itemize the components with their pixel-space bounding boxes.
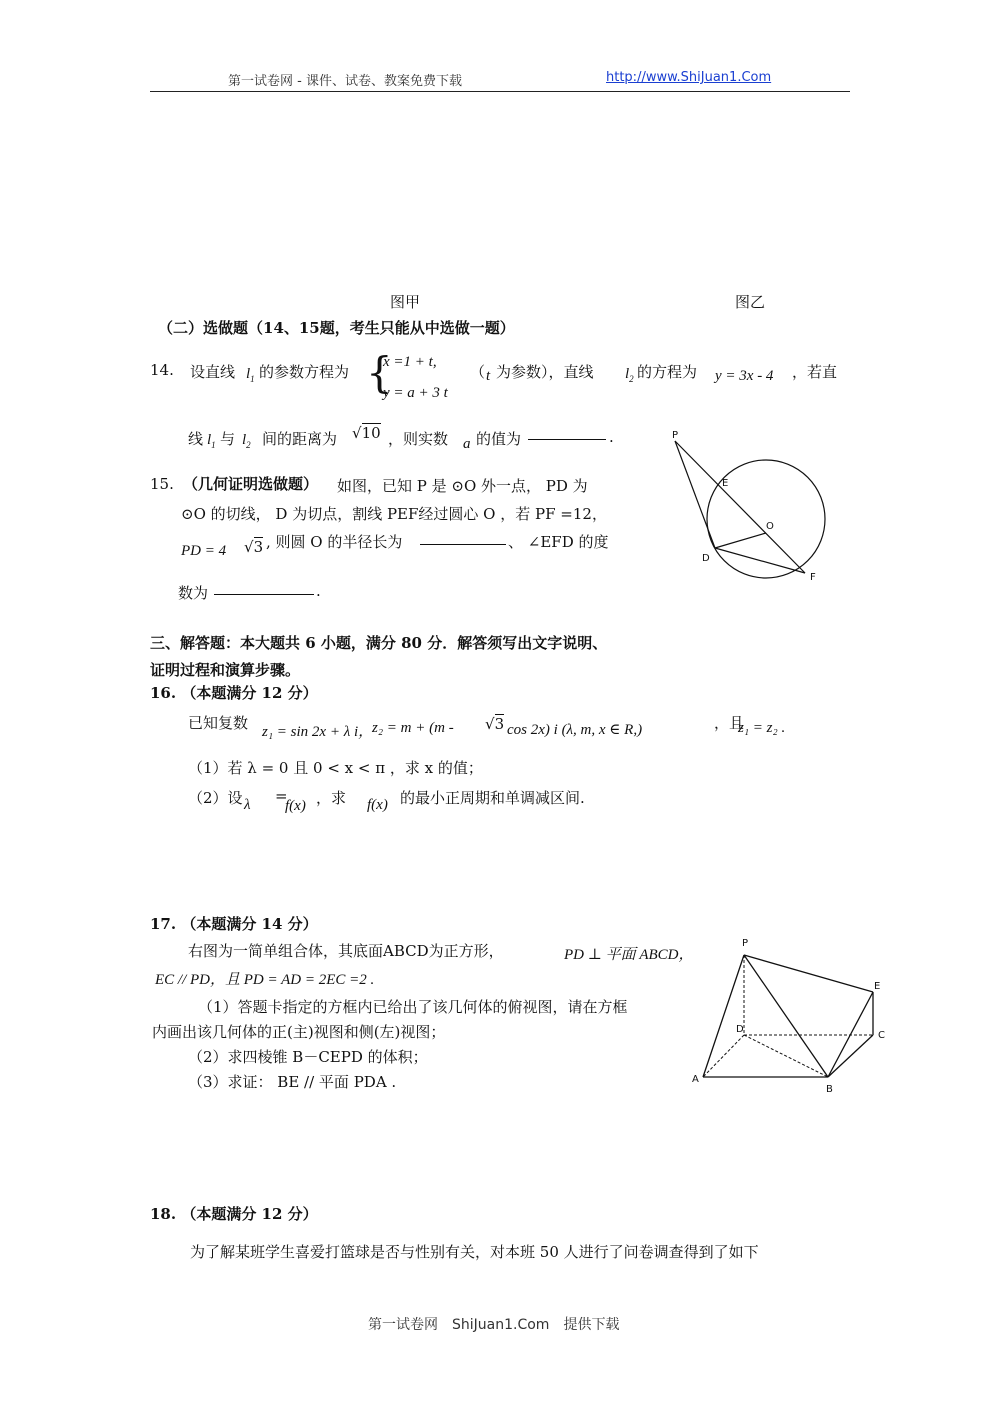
q17-line-1-a: 右图为一简单组合体，其底面ABCD为正方形， xyxy=(188,942,504,960)
q15-angle-blank[interactable] xyxy=(214,580,314,595)
q15-line-3-c: , 则圆 O 的半径长为 xyxy=(266,533,403,551)
edge-pe xyxy=(744,955,873,992)
q14-text-8: 与 xyxy=(220,430,236,448)
q14-text-3: （ xyxy=(470,363,486,381)
secant-pef xyxy=(675,441,805,573)
figure-a-caption: 图甲 xyxy=(390,293,421,311)
q15-title: （几何证明选做题） xyxy=(183,475,319,493)
q16-title: 16. （本题满分 12 分） xyxy=(150,684,318,702)
edge-pb xyxy=(744,955,828,1077)
label-p: P xyxy=(742,938,749,949)
q16-part-2-f: f(x) xyxy=(367,797,388,813)
header-rule xyxy=(150,91,850,92)
section-3-line-1: 三、解答题：本大题共 6 小题，满分 80 分．解答须写出文字说明、 xyxy=(150,634,608,652)
edge-da-hidden xyxy=(703,1035,744,1077)
q15-number: 15. xyxy=(150,475,174,493)
q16-part-1: （1）若 λ = 0 且 0 < x < π ，求 x 的值； xyxy=(188,759,483,777)
q15-line-4-end: . xyxy=(316,582,321,600)
q16-given-a: 已知复数 xyxy=(188,714,249,732)
q17-line-2: EC // PD，且 PD = AD = 2EC =2 . xyxy=(155,972,375,988)
header-site-text: 第一试卷网 - 课件、试卷、教案免费下载 xyxy=(228,74,462,89)
edge-db-hidden xyxy=(744,1035,828,1077)
q14-text-1: 设直线 xyxy=(190,363,236,381)
q15-radius-blank[interactable] xyxy=(420,530,506,545)
edge-cb xyxy=(828,1035,873,1077)
q18-title: 18. （本题满分 12 分） xyxy=(150,1205,318,1223)
label-b: B xyxy=(826,1084,833,1095)
q14-brace: { xyxy=(366,348,393,397)
q15-line-1: 如图，已知 P 是 ⊙O 外一点， PD 为 xyxy=(337,477,588,495)
q14-text-12: . xyxy=(609,428,614,446)
q14-answer-blank[interactable] xyxy=(528,425,606,440)
label-d: D xyxy=(736,1024,744,1035)
q14-sqrt-10: √10 xyxy=(352,424,381,442)
q14-system-line-2: y = a + 3 t xyxy=(383,385,448,401)
q17-part-1-a: （1）答题卡指定的方框内已给出了该几何体的俯视图，请在方框 xyxy=(198,998,628,1016)
label-e: E xyxy=(874,981,881,992)
label-d: D xyxy=(702,553,710,564)
q18-line-1: 为了解某班学生喜爱打篮球是否与性别有关，对本班 50 人进行了问卷调查得到了如下 xyxy=(190,1243,759,1261)
edge-pa xyxy=(703,955,744,1077)
header-site-link[interactable]: http://www.ShiJuan1.Com xyxy=(606,70,772,85)
q14-l1-symbol: $l_1$ xyxy=(246,366,255,384)
label-e: E xyxy=(722,478,729,489)
q14-sqrt-radicand: 10 xyxy=(361,424,381,442)
q14-system-line-1: x =1 + t, xyxy=(383,354,437,370)
q14-l1-symbol-b: $l_1$ xyxy=(207,432,216,450)
q17-part-1-b: 内画出该几何体的正(主)视图和侧(左)视图； xyxy=(152,1023,446,1041)
q17-solid-figure xyxy=(690,932,890,1102)
q16-part-2-e: ，求 xyxy=(316,789,347,807)
q14-l2-symbol: $l_2$ xyxy=(625,366,634,384)
q15-line-3-a: PD = 4 xyxy=(181,543,227,559)
label-c: C xyxy=(878,1030,885,1041)
q14-number: 14. xyxy=(150,361,174,379)
q16-given-b: z₁ = sin 2x + λ i， xyxy=(262,724,374,740)
q16-part-2-d: f(x) xyxy=(285,798,306,814)
q14-t-symbol: t xyxy=(486,368,491,384)
q14-a-symbol: a xyxy=(463,436,471,452)
q15-line-4: 数为 xyxy=(178,584,209,602)
q14-text-5: 的方程为 xyxy=(637,363,698,381)
q16-part-2-c: = xyxy=(275,787,288,805)
tangent-pd xyxy=(675,441,715,548)
label-p: P xyxy=(672,430,679,441)
section-optional-title: （二）选做题（14、15题，考生只能从中选做一题） xyxy=(158,319,515,337)
q16-sqrt-3: √3 xyxy=(485,715,505,733)
figure-b-caption: 图乙 xyxy=(735,293,766,311)
q15-line-2: ⊙O 的切线， D 为切点，割线 PEF经过圆心 O ，若 PF =12， xyxy=(181,505,607,523)
q17-part-2: （2）求四棱锥 B－CEPD 的体积； xyxy=(188,1048,428,1066)
q16-sqrt-radicand: 3 xyxy=(494,715,505,733)
q15-sqrt-3: √3 xyxy=(244,538,264,556)
q14-text-10: ，则实数 xyxy=(388,430,449,448)
q16-part-2-b: λ xyxy=(244,797,251,813)
q14-text-11: 的值为 xyxy=(476,430,522,448)
segment-do xyxy=(715,533,766,548)
q14-text-9: 间的距离为 xyxy=(262,430,338,448)
footer-text: 第一试卷网 ShiJuan1.Com 提供下载 xyxy=(368,1317,620,1333)
q17-title: 17. （本题满分 14 分） xyxy=(150,915,318,933)
q17-line-1-b: PD ⊥ 平面 ABCD， xyxy=(564,947,694,963)
q15-sqrt-radicand: 3 xyxy=(253,538,264,556)
q14-l2-symbol-b: $l_2$ xyxy=(242,432,251,450)
label-a: A xyxy=(692,1074,699,1085)
q14-text-7: 线 xyxy=(188,430,204,448)
q14-text-6: ，若直 xyxy=(792,363,838,381)
q15-line-3-d: 、 ∠EFD 的度 xyxy=(508,533,609,551)
section-3-line-2: 证明过程和演算步骤。 xyxy=(150,661,301,679)
q16-given-f: ，且 xyxy=(714,714,745,732)
q14-text-2: 的参数方程为 xyxy=(259,363,350,381)
q16-given-e: cos 2x) i (λ, m, x ∈ R,) xyxy=(507,722,643,738)
label-o: O xyxy=(766,521,774,532)
q16-given-c: z₂ = m + (m - xyxy=(372,720,454,736)
segment-df xyxy=(715,548,805,573)
q14-line2-equation: y = 3x - 4 xyxy=(715,368,774,384)
q17-part-3: （3）求证： BE // 平面 PDA . xyxy=(188,1073,397,1091)
q16-given-g: z₁ = z₂ . xyxy=(738,720,786,736)
q15-circle-figure xyxy=(660,420,840,595)
q16-part-2-a: （2）设 xyxy=(188,789,243,807)
q14-text-4: 为参数），直线 xyxy=(496,363,594,381)
q16-part-2-g: 的最小正周期和单调减区间. xyxy=(400,789,585,807)
label-f: F xyxy=(810,572,816,583)
